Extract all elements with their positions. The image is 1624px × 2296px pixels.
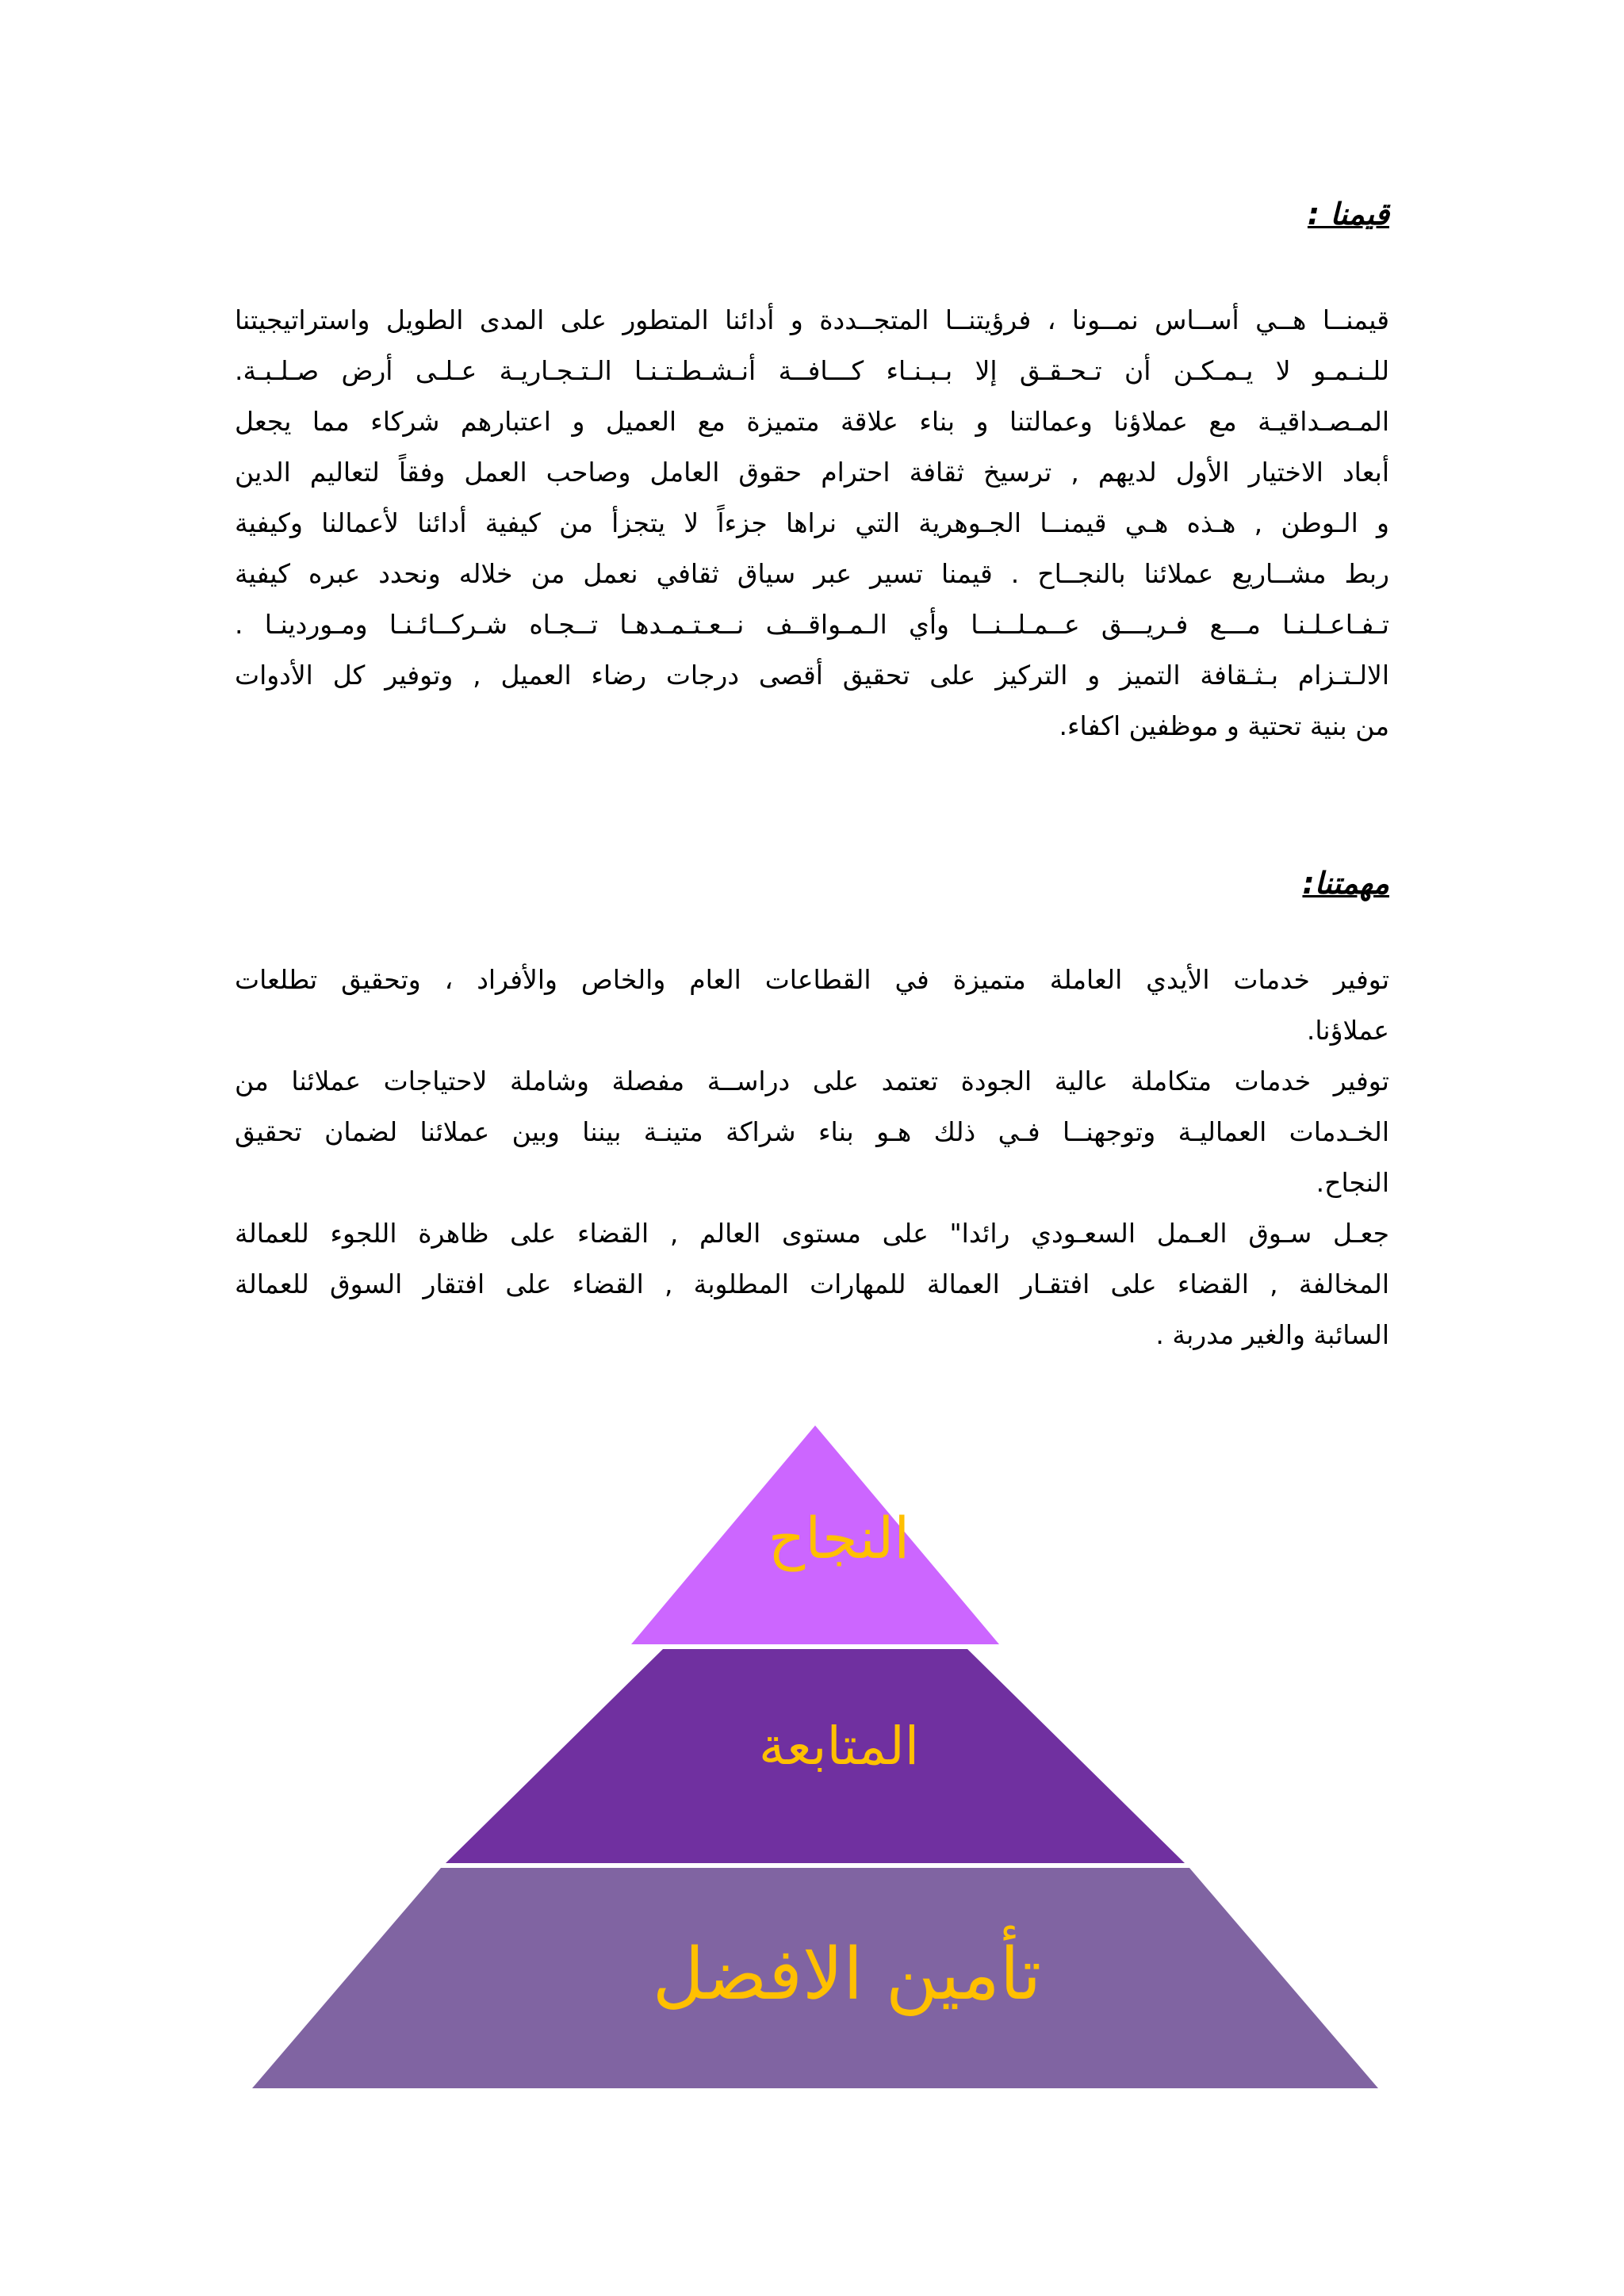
pyramid-tier-top-label: النجاح [768,1505,910,1571]
values-line: من بنية تحتية و موظفين اكفاء. [1059,710,1389,741]
values-line: ربط مشــاريع عملائنا بالنجــاح . قيمنا تسير عبر سياق ثقافي نعمل من خلاله ونحدد عبره كيفية [235,558,1389,589]
mission-line: الخـدمات العماليـة وتوجهنــا فـي ذلك هـو بناء شراكة متينـة بيننا وبين عملائنا لضمان تحقيق [235,1116,1389,1147]
values-line: تـفـاعـلـنـا مـــع فـريـــق عــمـلــنــا وأي الـمـواقــف نــعـتـمـدهـا تــجـاه شـركــائـنـا ومـوردينـا . [235,609,1389,640]
values-line: الالـتـزام بـثـقافة التميز و التركيز على تحقيق أقصى درجات رضاء العميل , وتوفير كل الأدوات [235,660,1389,691]
mission-line: النجاح. [1316,1167,1389,1198]
values-line: أبعاد الاختيار الأول لديهم , ترسيخ ثقافة احترام حقوق العامل وصاحب العمل وفقاً لتعاليم الدين [235,457,1389,488]
mission-heading: مهمتنا: [1302,866,1389,901]
values-line: للـنـمـو لا يـمـكـن أن تـحـقـق إلا بـبـنـاء كـــافــة أنـشـطـتـنـا الـتـجـاريـة عـلـى أرض صـلـبـة. [235,355,1389,386]
values-heading: قيمنا : [1307,197,1389,232]
values-paragraph [235,295,1389,752]
mission-line: توفير خدمات متكاملة عالية الجودة تعتمد على دراســة مفصلة وشاملة لاحتياجات عملائنا من [235,1066,1389,1096]
mission-line: توفير خدمات الأيدي العاملة متميزة في القطاعات العام والخاص والأفراد ، وتحقيق تطلعات [235,964,1389,995]
mission-line: المخالفة , القضاء على افتقـار العمالة للمهارات المطلوبة , القضاء على افتقار السوق للعمالة [235,1269,1389,1299]
pyramid-tier-bottom-label: تأمين الافضل [652,1933,1042,2016]
pyramid-tier-middle-label: المتابعة [758,1716,920,1777]
pyramid-diagram [252,1425,1378,2088]
mission-line: السائبة والغير مدربة . [1155,1319,1389,1350]
mission-line: عملاؤنا. [1306,1015,1389,1046]
values-line: قيمنــا هــي أســاس نمــونا ، فرؤيتنــا المتجــددة و أدائنا المتطور على المدى الطويل واستراتيجيتنا [235,304,1389,335]
values-line: المـصـداقيـة مع عملاؤنا وعمالتنا و بناء علاقة متميزة مع العميل و اعتبارهم شركاء مما يجعل [235,406,1389,437]
mission-line: جعـل سـوق العـمل السعـودي رائدا" على مستوى العالم , القضاء على ظاهرة اللجوء للعمالة [235,1218,1389,1249]
mission-paragraph [235,955,1389,1360]
values-line: و الـوطن , هـذه هـي قيمنــا الجـوهرية التي نراها جزءاً لا يتجزأ من كيفية أدائنا لأعمالنا وكيفية [235,507,1389,538]
